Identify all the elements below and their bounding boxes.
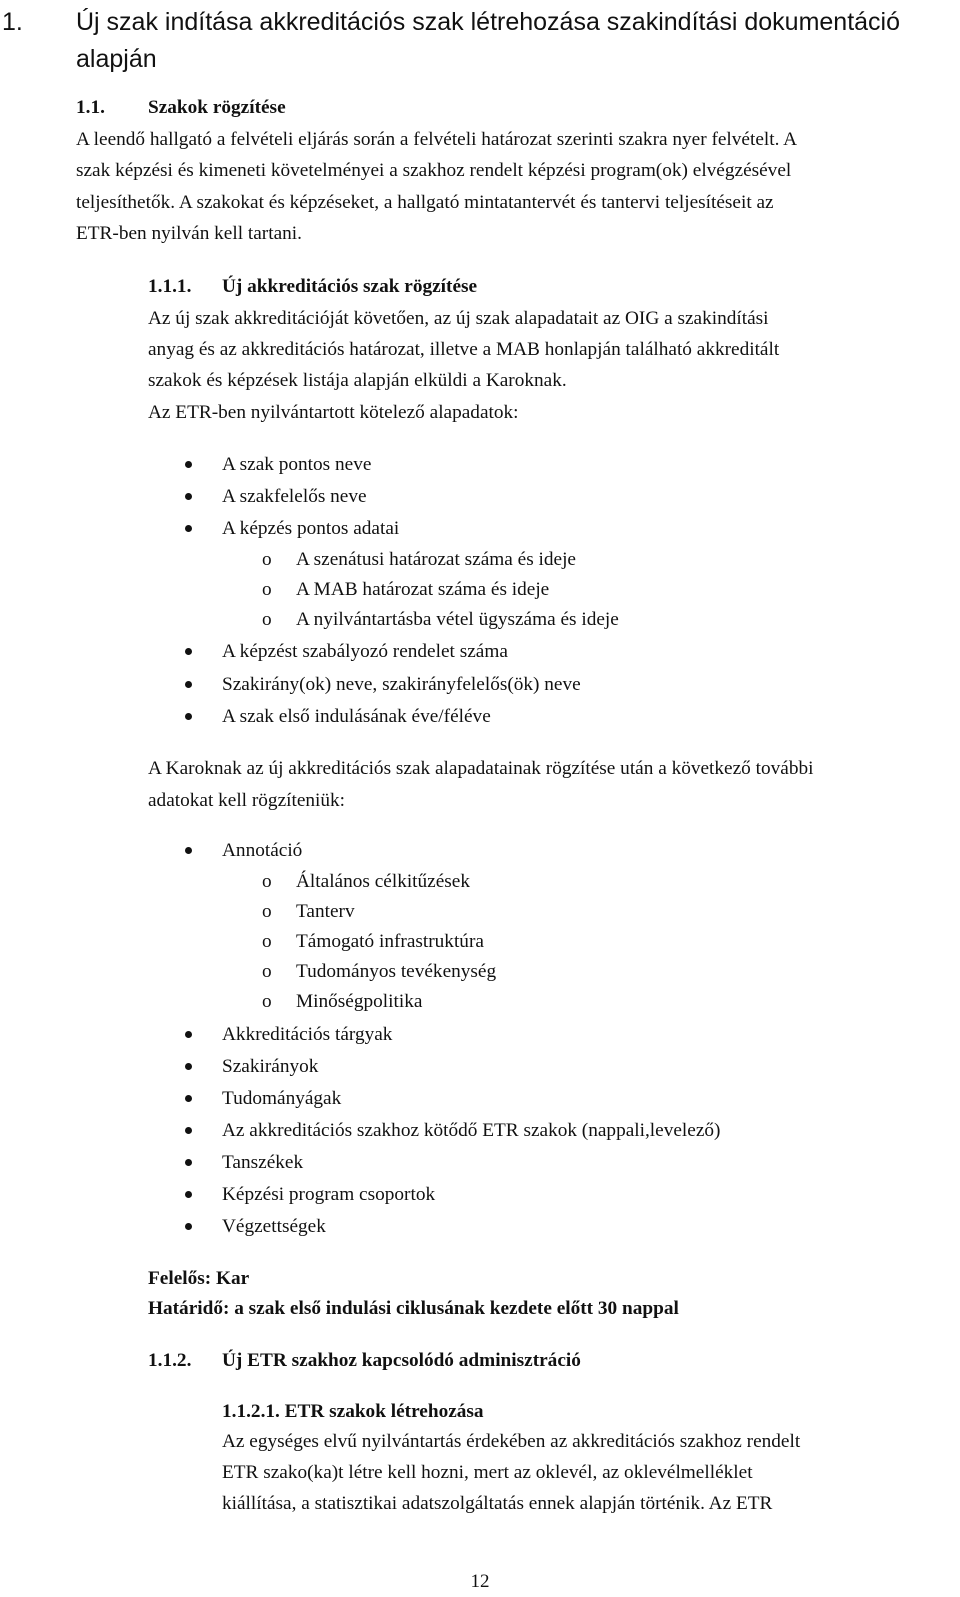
- page-number: 12: [470, 1571, 490, 1592]
- paragraph-line: A Karoknak az új akkreditációs szak alapadatainak rögzítése után a következő további: [148, 758, 814, 779]
- responsible-line: Felelős: Kar: [148, 1268, 250, 1289]
- bullet-icon: [185, 1063, 192, 1070]
- sub-bullet-icon: o: [262, 609, 272, 630]
- section-1-1-2-number: 1.1.2.: [148, 1350, 192, 1371]
- paragraph-line: Az egységes elvű nyilvántartás érdekében az akkreditációs szakhoz rendelt: [222, 1431, 801, 1452]
- list-item: A szak pontos neve: [222, 454, 372, 475]
- deadline-line: Határidő: a szak első indulási ciklusának kezdete előtt 30 nappal: [148, 1298, 679, 1319]
- sub-bullet-icon: o: [262, 549, 272, 570]
- sub-list-item: Minőségpolitika: [296, 991, 423, 1012]
- bullet-icon: [185, 1191, 192, 1198]
- sub-list-item: A szenátusi határozat száma és ideje: [296, 549, 576, 570]
- sub-bullet-icon: o: [262, 901, 272, 922]
- sub-list-item: Támogató infrastruktúra: [296, 931, 484, 952]
- heading-1-number: 1.: [2, 8, 23, 36]
- sub-list-item: A nyilvántartásba vétel ügyszáma és ideje: [296, 609, 619, 630]
- sub-bullet-icon: o: [262, 931, 272, 952]
- sub-bullet-icon: o: [262, 991, 272, 1012]
- sub-bullet-icon: o: [262, 579, 272, 600]
- sub-bullet-icon: o: [262, 961, 272, 982]
- bullet-icon: [185, 1031, 192, 1038]
- bullet-icon: [185, 1095, 192, 1102]
- list-item: A képzést szabályozó rendelet száma: [222, 641, 508, 662]
- bullet-icon: [185, 713, 192, 720]
- bullet-icon: [185, 1127, 192, 1134]
- paragraph-line: Az új szak akkreditációját követően, az új szak alapadatait az OIG a szakindítási: [148, 308, 769, 329]
- paragraph-line: ETR szako(ka)t létre kell hozni, mert az oklevél, az oklevélmelléklet: [222, 1462, 753, 1483]
- section-1-1-title: Szakok rögzítése: [148, 97, 286, 118]
- list-item: Az akkreditációs szakhoz kötődő ETR szakok (nappali,levelező): [222, 1120, 721, 1141]
- sub-list-item: A MAB határozat száma és ideje: [296, 579, 550, 600]
- paragraph-line: szak képzési és kimeneti követelményei a szakhoz rendelt képzési program(ok) elvégzésével: [76, 160, 792, 181]
- list-item: A képzés pontos adatai: [222, 518, 400, 539]
- sub-list-item: Tudományos tevékenység: [296, 961, 497, 982]
- sub-list-item: Tanterv: [296, 901, 355, 922]
- list-item: Annotáció: [222, 840, 303, 861]
- bullet-icon: [185, 525, 192, 532]
- list-item: Képzési program csoportok: [222, 1184, 436, 1205]
- section-1-1-1-title: Új akkreditációs szak rögzítése: [222, 276, 478, 297]
- heading-1-title: Új szak indítása akkreditációs szak létrehozása szakindítási dokumentáció alapján: [76, 8, 901, 73]
- paragraph-line: ETR-ben nyilván kell tartani.: [76, 223, 302, 244]
- bullet-icon: [185, 1223, 192, 1230]
- list-item: A szak első indulásának éve/féléve: [222, 706, 491, 727]
- section-1-1-1-number: 1.1.1.: [148, 276, 192, 297]
- list-item: Szakirány(ok) neve, szakirányfelelős(ök) neve: [222, 674, 581, 695]
- bullet-icon: [185, 648, 192, 655]
- section-1-1-number: 1.1.: [76, 97, 105, 118]
- list-item: Akkreditációs tárgyak: [222, 1024, 393, 1045]
- list-item: A szakfelelős neve: [222, 486, 367, 507]
- paragraph-line: kiállítása, a statisztikai adatszolgáltatás ennek alapján történik. Az ETR: [222, 1493, 773, 1514]
- paragraph-line: anyag és az akkreditációs határozat, illetve a MAB honlapján található akkreditált: [148, 339, 780, 360]
- bullet-icon: [185, 681, 192, 688]
- section-1-1-2-title: Új ETR szakhoz kapcsolódó adminisztráció: [222, 1350, 581, 1371]
- sub-list-item: Általános célkitűzések: [296, 871, 471, 892]
- paragraph-line: adatokat kell rögzíteniük:: [148, 790, 346, 811]
- list-item: Tudományágak: [222, 1088, 342, 1109]
- paragraph-line: Az ETR-ben nyilvántartott kötelező alapadatok:: [148, 402, 519, 423]
- list-item: Tanszékek: [222, 1152, 304, 1173]
- sub-bullet-icon: o: [262, 871, 272, 892]
- list-item: Szakirányok: [222, 1056, 319, 1077]
- bullet-icon: [185, 847, 192, 854]
- paragraph-line: teljesíthetők. A szakokat és képzéseket, a hallgató mintatantervét és tantervi teljesítéseit az: [76, 192, 774, 213]
- list-item: Végzettségek: [222, 1216, 326, 1237]
- bullet-icon: [185, 1159, 192, 1166]
- paragraph-line: szakok és képzések listája alapján elküldi a Karoknak.: [148, 370, 567, 391]
- section-1-1-2-1-title: 1.1.2.1. ETR szakok létrehozása: [222, 1401, 484, 1422]
- bullet-icon: [185, 461, 192, 468]
- bullet-icon: [185, 493, 192, 500]
- paragraph-line: A leendő hallgató a felvételi eljárás során a felvételi határozat szerinti szakra nyer felvételt. A: [76, 129, 798, 150]
